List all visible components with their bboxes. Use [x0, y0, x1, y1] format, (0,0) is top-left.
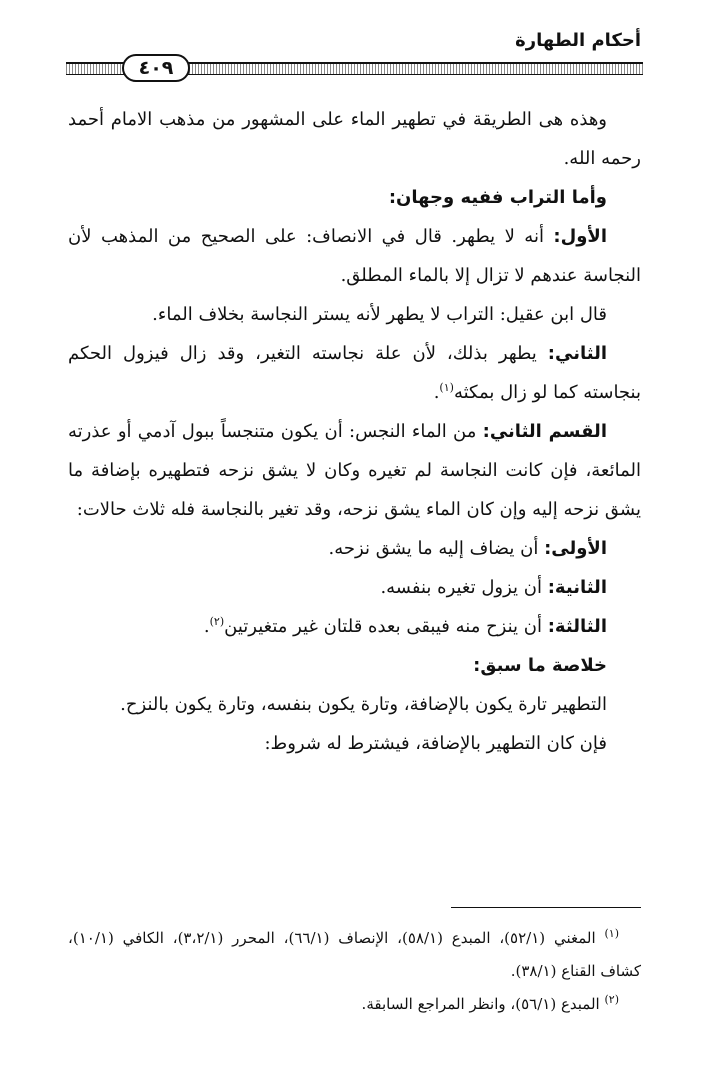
running-title: أحكام الطهارة — [515, 30, 641, 51]
footnote-ref: (٢) — [209, 615, 225, 628]
lead-term: الثالثة: — [547, 616, 607, 637]
footnotes — [68, 922, 641, 1021]
footnote — [68, 922, 641, 988]
paragraph-end: . — [433, 382, 440, 403]
page-number: ٤٠٩ — [122, 54, 190, 82]
paragraph-text: أن ينزح منه فيبقى بعده قلتان غير متغيرتين — [224, 616, 548, 637]
lead-term: الثاني: — [547, 343, 607, 364]
paragraph: التطهير تارة يكون بالإضافة، وتارة يكون بنفسه، وتارة يكون بالنزح. — [120, 694, 607, 715]
paragraph — [68, 412, 641, 529]
paragraph — [68, 607, 641, 646]
section-heading: وأما التراب ففيه وجهان: — [388, 187, 607, 208]
footnote — [68, 988, 641, 1021]
footnote-text: المغني (٥٢/١)، المبدع (٥٨/١)، الإنصاف (٦٦/١)، المحرر (٣،٢/١)، الكافي (١٠/١)، كشاف القناع (٣٨/١). — [68, 929, 641, 980]
paragraph: فإن كان التطهير بالإضافة، فيشترط له شروط: — [264, 733, 607, 754]
section-heading: خلاصة ما سبق: — [473, 655, 607, 676]
footnote-text: المبدع (٥٦/١)، وانظر المراجع السابقة. — [361, 995, 605, 1013]
paragraph: قال ابن عقيل: التراب لا يطهر لأنه يستر النجاسة بخلاف الماء. — [152, 304, 607, 325]
lead-term: الأولى: — [544, 538, 607, 559]
footnote-separator — [451, 907, 641, 908]
lead-term: القسم الثاني: — [482, 421, 607, 442]
body-text — [68, 100, 641, 763]
paragraph — [68, 217, 641, 295]
paragraph-text: أن يزول تغيره بنفسه. — [380, 577, 548, 598]
paragraph — [68, 568, 641, 607]
footnote-mark: (٢) — [604, 993, 619, 1006]
paragraph-text: من الماء النجس: أن يكون متنجساً ببول آدمي أو عذرته المائعة، فإن كانت النجاسة لم تغيره وكان لا يشق نزحه فتطهيره بإضافة ما يشق نزحه إليه وإن كان الماء يشق نزحه، وقد تغير بالنجاسة فله ثلاث حالات: — [68, 421, 641, 520]
paragraph: وهذه هى الطريقة في تطهير الماء على المشهور من مذهب الامام أحمد رحمه الله. — [68, 109, 641, 169]
paragraph — [68, 334, 641, 412]
paragraph-text: يطهر بذلك، لأن علة نجاسته التغير، وقد زال فيزول الحكم بنجاسته كما لو زال بمكثه — [68, 343, 641, 403]
paragraph — [68, 529, 641, 568]
footnote-ref: (١) — [439, 381, 454, 394]
paragraph-end: . — [203, 616, 210, 637]
lead-term: الثانية: — [547, 577, 607, 598]
lead-term: الأول: — [553, 226, 607, 247]
paragraph-text: أن يضاف إليه ما يشق نزحه. — [328, 538, 545, 559]
footnote-mark: (١) — [604, 927, 619, 940]
paragraph-text: أنه لا يطهر. قال في الانصاف: على الصحيح من المذهب لأن النجاسة عندهم لا تزال إلا بالماء المطلق. — [68, 226, 641, 286]
